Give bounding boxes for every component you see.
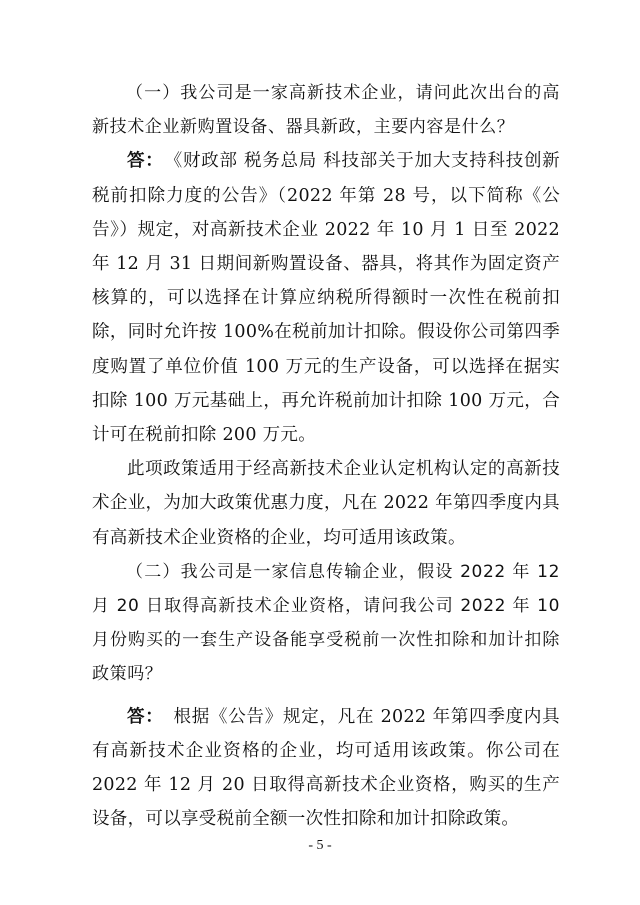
question-2 <box>92 555 560 692</box>
answer-2 <box>92 700 560 837</box>
page-number: - 5 - <box>308 838 332 853</box>
answer-1-text: 《财政部 税务总局 科技部关于加大支持科技创新税前扣除力度的公告》（2022 年第 28 号，以下简称《公告》）规定，对高新技术企业 2022 年 10 月 1 日至 2022 年 12 月 31 日期间新购置设备、器具，将其作为固定资产核算的，可以选择在计算应纳税所得额时一次性在税前扣除，同时允许按 100%在税前加计扣除。假设你公司第四季度购置了单位价值 100 万元的生产设备，可以选择在据实扣除 100 万元基础上，再允许税前加计扣除 100 万元，合计可在税前扣除 200 万元。 <box>92 151 560 446</box>
answer-1-paragraph-2 <box>92 452 560 555</box>
answer-2-text: 根据《公告》规定，凡在 2022 年第四季度内具有高新技术企业资格的企业，均可适用该政策。你公司在 2022 年 12 月 20 日取得高新技术企业资格，购买的生产设备，可以享受税前全额一次性扣除和加计扣除政策。 <box>92 706 560 830</box>
answer-1-label: 答： <box>127 151 164 172</box>
answer-1 <box>92 144 560 452</box>
answer-2-label: 答： <box>127 706 164 727</box>
question-2-text: （二）我公司是一家信息传输企业，假设 2022 年 12 月 20 日取得高新技术企业资格，请问我公司 2022 年 10 月份购买的一套生产设备能享受税前一次性扣除和加计扣除政策吗？ <box>92 561 560 685</box>
paragraph-gap <box>92 692 560 700</box>
question-1 <box>92 76 560 144</box>
question-1-text: （一）我公司是一家高新技术企业，请问此次出台的高新技术企业新购置设备、器具新政，主要内容是什么？ <box>92 83 560 138</box>
answer-1-text-2: 此项政策适用于经高新技术企业认定机构认定的高新技术企业，为加大政策优惠力度，凡在 2022 年第四季度内具有高新技术企业资格的企业，均可适用该政策。 <box>92 459 560 548</box>
document-body <box>92 76 560 836</box>
